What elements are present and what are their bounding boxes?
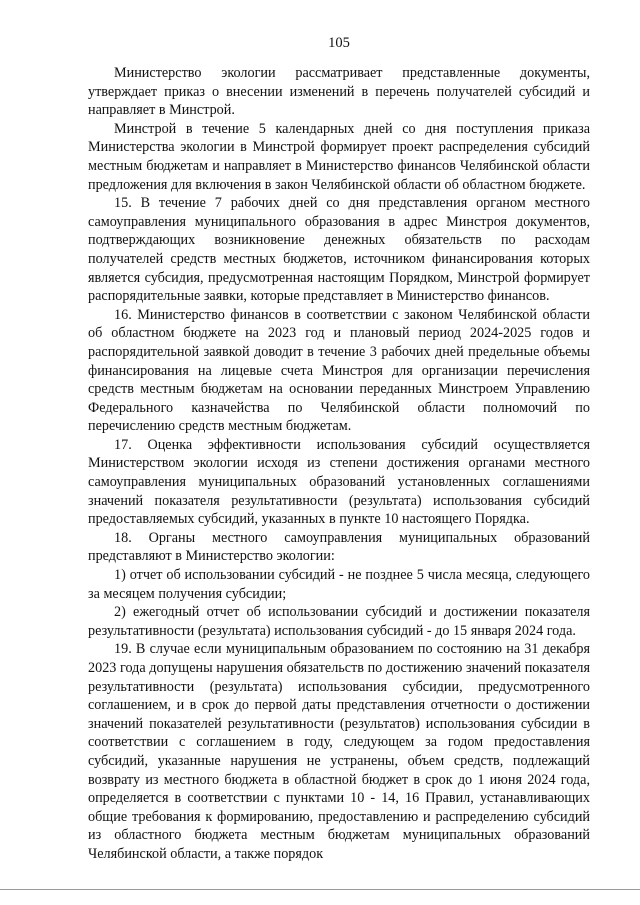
paragraph-18-item-2: 2) ежегодный отчет об использовании субсидий и достижении показателя результативности (результата) использования субсидий - до 15 января 2024 года. [88,604,590,639]
paragraph-17: 17. Оценка эффективности использования субсидий осуществляется Министерством экологии исходя из степени достижения органами местного самоуправления муниципальных образований установленных соглашениями значений показателя результативности (результата) использования субсидий предоставляемых субсидий, указанных в пункте 10 настоящего Порядка. [88,436,590,528]
page-number: 105 [328,35,350,51]
paragraph-18: 18. Органы местного самоуправления муниципальных образований представляют в Министерство экологии: [88,529,590,565]
bottom-divider [0,889,640,890]
paragraph-19: 19. В случае если муниципальным образованием по состоянию на 31 декабря 2023 года допущены нарушения обязательств по достижению значений показателя результативности (результата) использования субсидии, предусмотренного соглашением, и в срок до первой даты представления отчетности о достижении значений показателей результативности (результатов) использования субсидии в соответствии с соглашением в году, следующем за годом предоставления субсидий, указанные нарушения не устранены, объем средств, подлежащий возврату из местного бюджета в областной бюджет в срок до 1 июня 2024 года, определяется в соответствии с пунктами 10 - 14, 16 Правил, устанавливающих общие требования к формированию, предоставлению и распределению субсидий из областного бюджета местным бюджетам муниципальных образований Челябинской области, а также порядок [88,641,590,862]
paragraph-16: 16. Министерство финансов в соответствии с законом Челябинской области об областном бюджете на 2023 год и плановый период 2024-2025 годов и распорядительной заявкой доводит в течение 3 рабочих дней предельные объемы финансирования на лицевые счета Минстроя для организации перечисления средств местным бюджетам на основании переданных Минстроем Управлению Федерального казначейства по Челябинской области полномочий по перечислению средств местным бюджетам. [88,306,590,435]
document-page [88,34,590,864]
paragraph-ministry-review: Министерство экологии рассматривает представленные документы, утверждает приказ о внесении изменений в перечень получателей субсидий и направляет в Минстрой. [88,65,590,119]
paragraph-minstroy-distribution: Минстрой в течение 5 календарных дней со дня поступления приказа Министерства экологии в Минстрой формирует проект распределения субсидий местным бюджетам и направляет в Министерство финансов Челябинской области предложения для включения в закон Челябинской области об областном бюджете. [88,120,590,193]
paragraph-18-item-1: 1) отчет об использовании субсидий - не позднее 5 числа месяца, следующего за месяцем получения субсидии; [88,567,590,602]
paragraph-15: 15. В течение 7 рабочих дней со дня представления органом местного самоуправления муниципального образования в адрес Минстроя документов, подтверждающих возникновение денежных обязательств по расходам получателей средств местных бюджетов, источником финансирования которых является субсидия, предусмотренная настоящим Порядком, Минстрой формирует распорядительные заявки, которые представляет в Министерство финансов. [88,195,590,305]
